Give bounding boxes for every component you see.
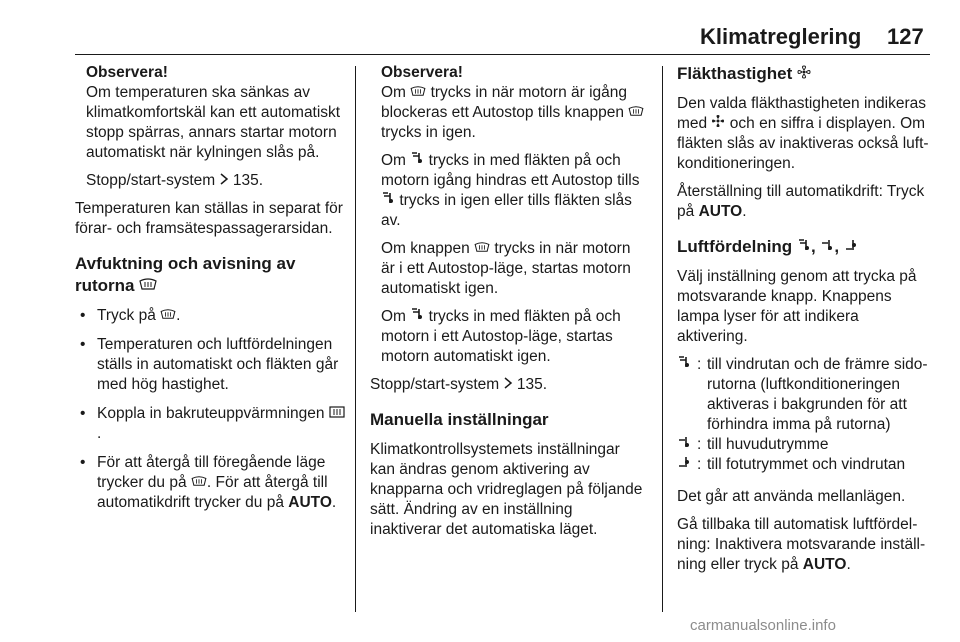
air-windscreen-icon xyxy=(381,191,395,205)
arrow-icon xyxy=(504,377,513,389)
back-paragraph: Gå tillbaka till automatisk luftfördelning: Inaktivera motsvarande inställning eller tryck på AUTO. xyxy=(677,516,926,573)
auto-label: AUTO xyxy=(698,203,743,220)
column-2 xyxy=(370,63,645,548)
windscreen-defrost-icon xyxy=(191,475,207,487)
list-item: : till vindrutan och de främre sidorutorna (luftkonditioneringen aktiveras i bakgrunden för att förhindra imma på rutorna) xyxy=(677,355,932,435)
fan-paragraph: Den valda fläkthastigheten indikeras med och en siffra i displayen. Om fläkten slås av inaktiveras också luftkonditioneringen. xyxy=(677,95,929,172)
note-box xyxy=(370,63,645,367)
page-number: 127 xyxy=(887,24,924,49)
list-item: • Koppla in bakruteuppvärmningen . xyxy=(75,404,345,444)
fan-icon xyxy=(711,114,725,128)
note-box xyxy=(75,63,345,191)
windscreen-defrost-icon xyxy=(410,85,426,97)
defog-heading: Avfuktning och avisning av rutorna xyxy=(75,254,296,295)
note-title: Observera! xyxy=(381,64,463,81)
windscreen-defrost-icon xyxy=(139,277,157,291)
fan-heading: Fläkthastighet xyxy=(677,63,932,85)
note-text: Om temperaturen ska sänkas av klimatkomfortskäl kan ett automatiskt stopp spärras, annars startar motorn automatiskt när kylningen slås på. xyxy=(86,84,341,161)
air-body-icon xyxy=(820,238,834,252)
note-paragraph: Om trycks in med fläkten på och motorn i ett Autostop-läge, startas motorn automatiskt igen. xyxy=(381,308,621,365)
air-foot-icon xyxy=(677,455,691,469)
air-foot-icon xyxy=(844,238,858,252)
list-item: : till huvudutrymme xyxy=(677,435,932,455)
manual-heading: Manuella inställningar xyxy=(370,410,549,429)
manual-paragraph: Klimatkontrollsystemets inställningar kan ändras genom aktivering av knapparna och vridreglagen på följande sätt. Ändring av en inställning inaktiverar det automatiska läget. xyxy=(370,441,643,538)
column-3 xyxy=(677,63,932,583)
column-divider-1 xyxy=(355,66,356,612)
reset-paragraph: Återställning till automatikdrift: Tryck på AUTO. xyxy=(677,183,925,220)
rear-window-heater-icon xyxy=(329,406,345,418)
air-body-icon xyxy=(677,435,691,449)
air-windscreen-icon xyxy=(797,238,811,252)
header-rule xyxy=(75,54,930,55)
note-title: Observera! xyxy=(86,64,168,81)
air-windscreen-icon xyxy=(410,151,424,165)
mid-paragraph: Det går att använda mellanlägen. xyxy=(677,488,906,505)
dist-heading: Luftfördelning , , xyxy=(677,236,932,258)
page-header-title: Klimatreglering xyxy=(700,24,862,49)
note-paragraph: Om trycks in när motorn är igång blockeras ett Autostop tills knappen trycks in igen. xyxy=(381,83,645,143)
ref-text: Stopp/start-system xyxy=(86,172,216,189)
windscreen-defrost-icon xyxy=(628,105,644,117)
arrow-icon xyxy=(220,173,229,185)
auto-label: AUTO xyxy=(802,556,847,573)
list-item: • För att återgå till föregående läge trycker du på . För att återgå till automatikdrift trycker du på AUTO. xyxy=(75,453,345,513)
air-windscreen-icon xyxy=(677,355,691,369)
ref-page: 135. xyxy=(232,172,264,189)
windscreen-defrost-icon xyxy=(474,241,490,253)
note-paragraph: Om trycks in med fläkten på och motorn igång hindras ett Autostop tills trycks in igen eller tills fläkten slås av. xyxy=(381,152,640,229)
note-paragraph: Om knappen trycks in när motorn är i ett Autostop-läge, startas motorn automatiskt igen. xyxy=(381,240,631,297)
note-ref xyxy=(86,171,345,191)
column-1 xyxy=(75,63,345,522)
dist-paragraph: Välj inställning genom att trycka på motsvarande knapp. Knappens lampa lyser för att indikera aktivering. xyxy=(677,268,917,345)
windscreen-defrost-icon xyxy=(160,308,176,320)
list-item: • Temperaturen och luftfördelningen ställs in automatiskt och fläkten går med hög hastighet. xyxy=(75,335,345,395)
air-windscreen-icon xyxy=(410,307,424,321)
ref-paragraph: Stopp/start-system 135. xyxy=(370,376,548,393)
temp-paragraph: Temperaturen kan ställas in separat för förar- och framsätespassagerarsidan. xyxy=(75,200,343,237)
list-item: : till fotutrymmet och vindrutan xyxy=(677,455,932,475)
watermark: carmanualsonline.info xyxy=(690,617,836,634)
column-divider-2 xyxy=(662,66,663,612)
fan-icon xyxy=(797,65,811,79)
auto-label: AUTO xyxy=(288,494,332,511)
list-item: • Tryck på . xyxy=(75,306,345,326)
